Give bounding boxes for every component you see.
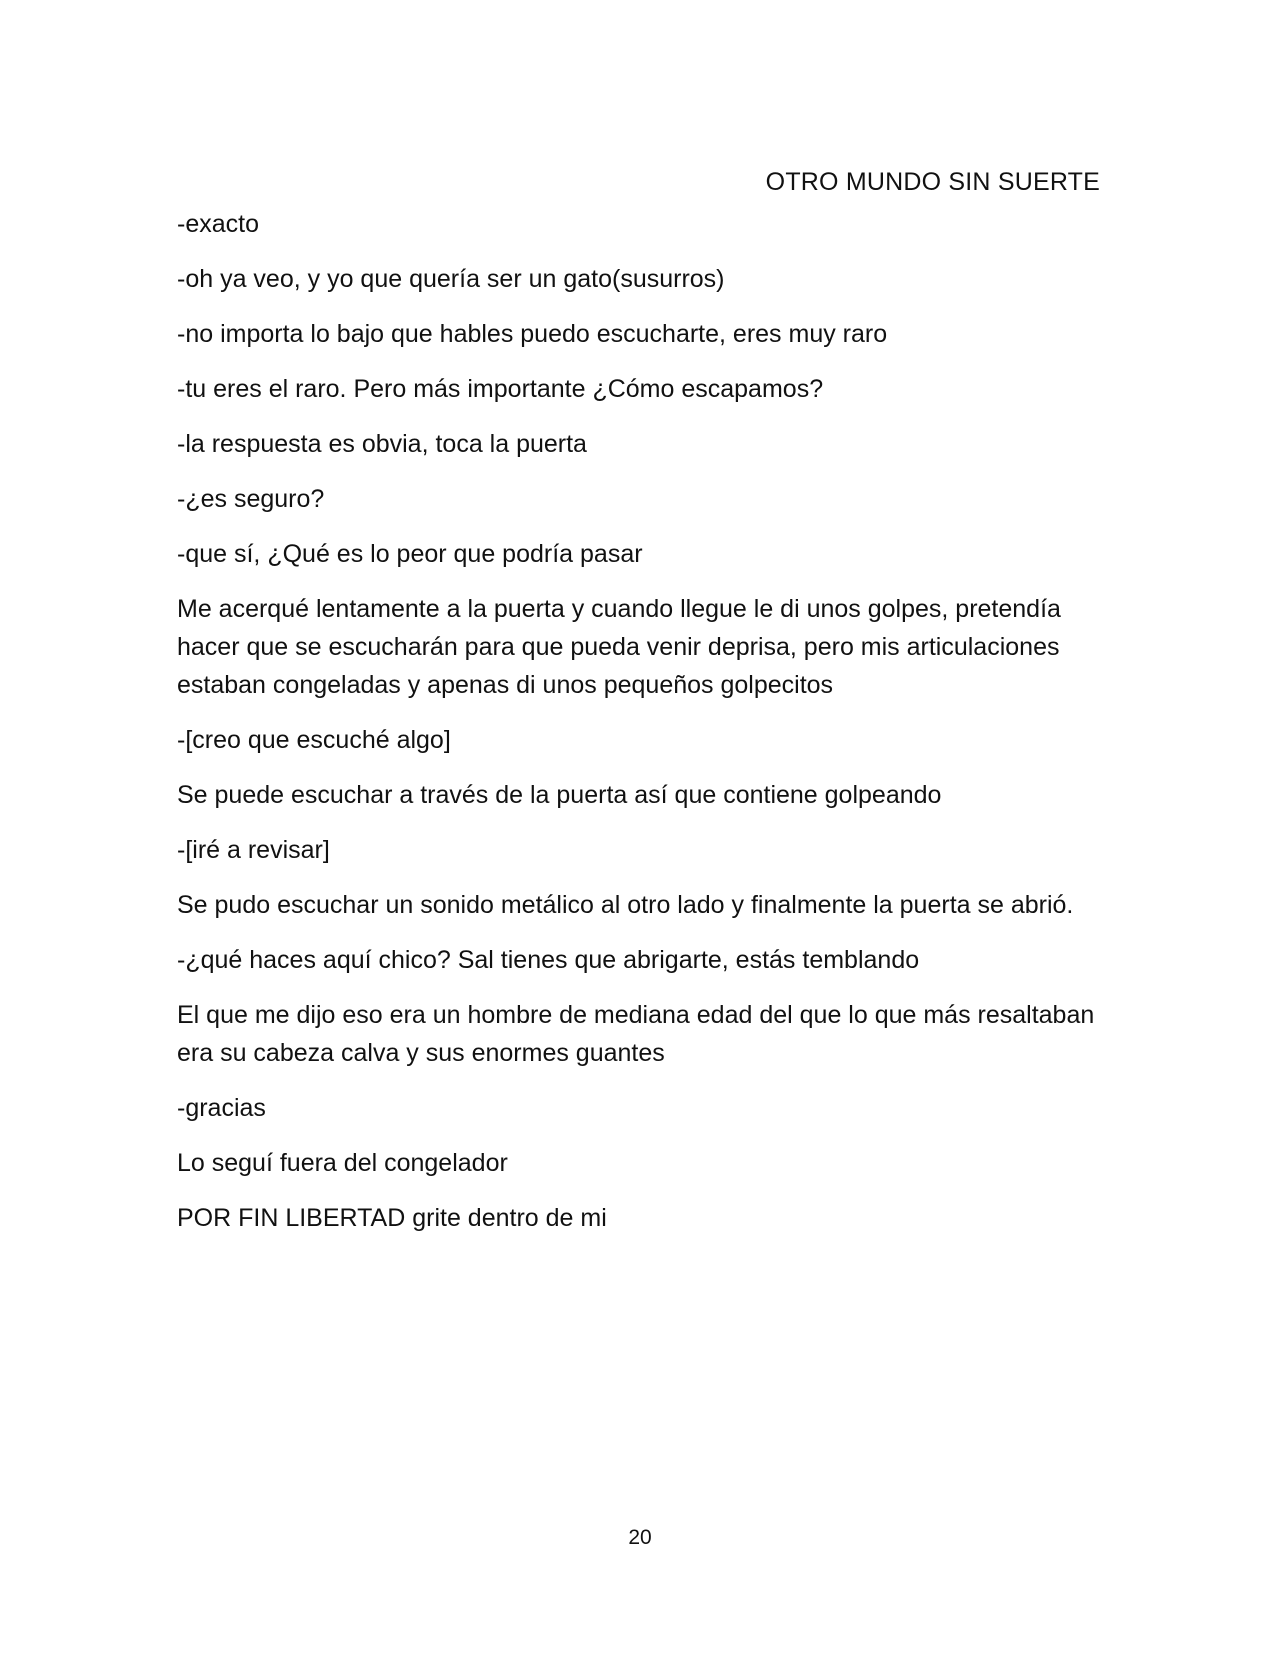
paragraph: -oh ya veo, y yo que quería ser un gato(susurros) (177, 265, 725, 293)
paragraph: Se puede escuchar a través de la puerta así que contiene golpeando (177, 781, 942, 809)
paragraph: Lo seguí fuera del congelador (177, 1149, 508, 1177)
paragraph: -¿qué haces aquí chico? Sal tienes que abrigarte, estás temblando (177, 946, 920, 974)
paragraph: -tu eres el raro. Pero más importante ¿Cómo escapamos? (177, 375, 824, 403)
paragraph: -que sí, ¿Qué es lo peor que podría pasar (177, 540, 643, 568)
paragraph: -¿es seguro? (177, 485, 325, 513)
paragraph: POR FIN LIBERTAD grite dentro de mi (177, 1204, 607, 1232)
page-number: 20 (628, 1526, 652, 1549)
paragraph: -no importa lo bajo que hables puedo escucharte, eres muy raro (177, 320, 888, 348)
paragraph: Se pudo escuchar un sonido metálico al otro lado y finalmente la puerta se abrió. (177, 891, 1074, 919)
paragraph: El que me dijo eso era un hombre de mediana edad del que lo que más resaltaban era su cabeza calva y sus enormes guantes (177, 1001, 1095, 1067)
paragraph: Me acerqué lentamente a la puerta y cuando llegue le di unos golpes, pretendía hacer que se escucharán para que pueda venir deprisa, pero mis articulaciones estaban congeladas y apenas di unos pequeños golpecitos (177, 595, 1061, 699)
running-header-title: OTRO MUNDO SIN SUERTE (765, 168, 1100, 196)
paragraph: -la respuesta es obvia, toca la puerta (177, 430, 587, 458)
paragraph: -[iré a revisar] (177, 836, 330, 864)
paragraph: -gracias (177, 1094, 266, 1122)
body-text (177, 205, 1097, 1254)
paragraph: -[creo que escuché algo] (177, 726, 451, 754)
paragraph: -exacto (177, 210, 259, 238)
